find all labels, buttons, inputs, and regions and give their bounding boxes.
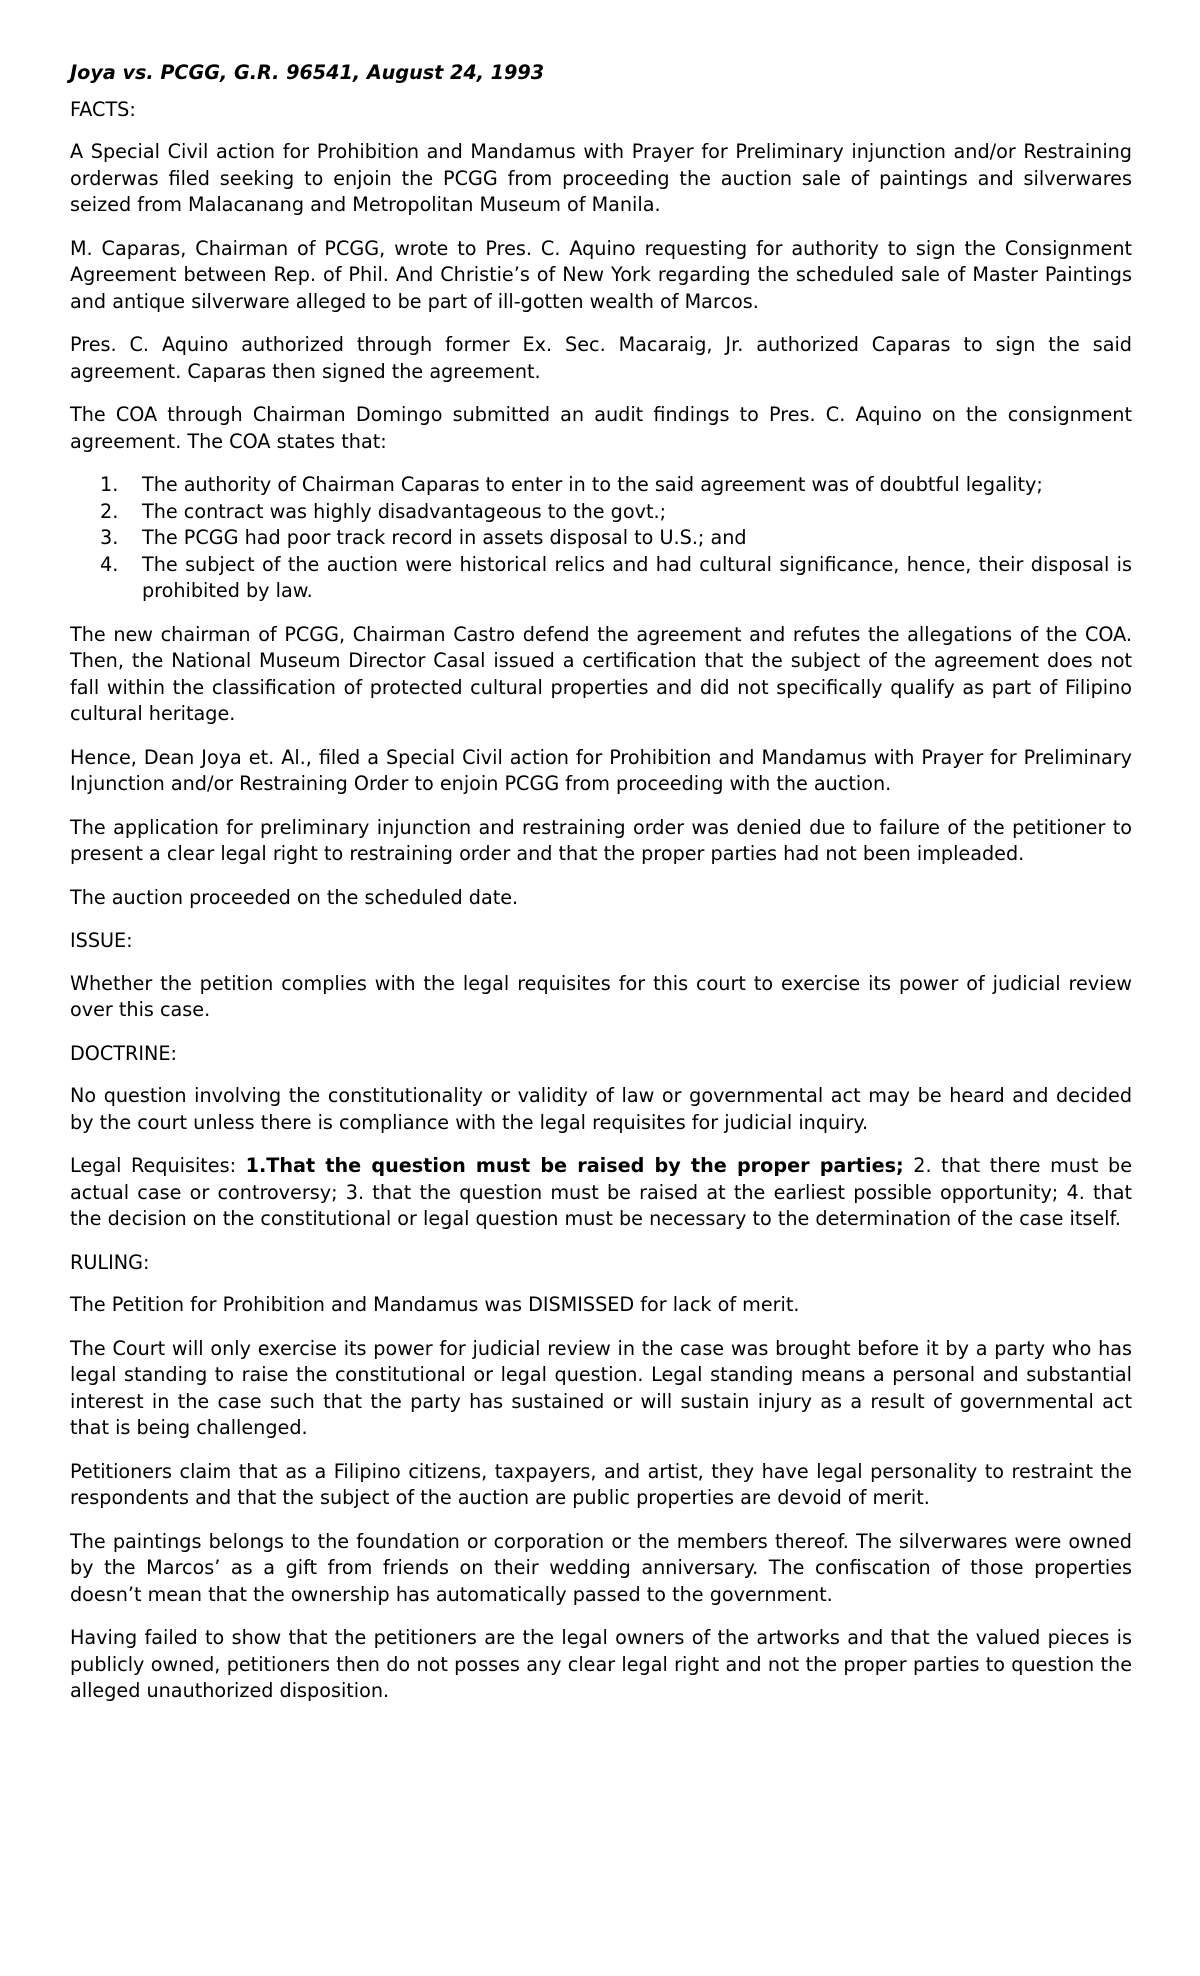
facts-paragraph: A Special Civil action for Prohibition and Mandamus with Prayer for Preliminary injunction and/or Restraining orderwas filed seeking to enjoin the PCGG from proceeding the auction sale of paintings and silverwares seized from Malacanang and Metropolitan Museum of Manila. [70,140,1132,216]
legal-requisites-first: 1.That the question must be raised by the proper parties; [245,1154,904,1177]
list-item-number: 4. [100,552,119,576]
case-title: Joya vs. PCGG, G.R. 96541, August 24, 1993 [70,61,545,84]
legal-requisites-label: Legal Requisites: [70,1154,246,1177]
list-item-text: The subject of the auction were historical relics and had cultural significance, hence, their disposal is prohibited by law. [142,552,1132,602]
list-item-text: The contract was highly disadvantageous to the govt.; [142,499,667,523]
doctrine-heading: DOCTRINE: [70,1041,177,1065]
ruling-paragraph: Having failed to show that the petitioners are the legal owners of the artworks and that the valued pieces is publicly owned, petitioners then do not posses any clear legal right and not the proper parties to question the alleged unauthorized disposition. [70,1626,1132,1702]
facts-paragraph: Hence, Dean Joya et. Al., filed a Special Civil action for Prohibition and Mandamus with Prayer for Preliminary Injunction and/or Restraining Order to enjoin PCGG from proceeding with the auction. [70,745,1132,795]
list-item-number: 2. [100,499,119,523]
issue-heading: ISSUE: [70,929,133,952]
issue-paragraph: Whether the petition complies with the legal requisites for this court to exercise its power of judicial review over this case. [70,971,1132,1021]
ruling-paragraph: The Petition for Prohibition and Mandamus was DISMISSED for lack of merit. [70,1293,800,1316]
doctrine-paragraph: No question involving the constitutionality or validity of law or governmental act may be heard and decided by the court unless there is compliance with the legal requisites for judicial inquiry. [70,1084,1132,1134]
facts-heading: FACTS: [70,97,136,121]
list-item [70,472,1132,499]
list-item-text: The authority of Chairman Caparas to enter in to the said agreement was of doubtful legality; [142,473,1043,496]
ruling-paragraph: The paintings belongs to the foundation or corporation or the members thereof. The silverwares were owned by the Marcos’ as a gift from friends on their wedding anniversary. The confiscation of those properties doesn’t mean that the ownership has automatically passed to the government. [70,1529,1132,1606]
facts-paragraph: The application for preliminary injunction and restraining order was denied due to failure of the petitioner to present a clear legal right to restraining order and that the proper parties had not been impleaded. [70,815,1132,865]
ruling-paragraph: Petitioners claim that as a Filipino citizens, taxpayers, and artist, they have legal personality to restraint the respondents and that the subject of the auction are public properties are devoid of merit. [70,1459,1132,1509]
facts-paragraph: The new chairman of PCGG, Chairman Castro defend the agreement and refutes the allegations of the COA. Then, the National Museum Director Casal issued a certification that the subject of the agreement does not fall within the classification of protected cultural properties and did not specifically qualify as part of Filipino cultural heritage. [70,622,1132,725]
list-item [70,499,1132,526]
legal-requisites-paragraph [70,1153,1132,1233]
list-item-number: 3. [100,526,119,549]
ruling-heading: RULING: [70,1250,150,1274]
list-item [70,552,1132,605]
facts-paragraph: The COA through Chairman Domingo submitted an audit findings to Pres. C. Aquino on the consignment agreement. The COA states that: [70,403,1132,453]
facts-paragraph: Pres. C. Aquino authorized through former Ex. Sec. Macaraig, Jr. authorized Caparas to sign the said agreement. Caparas then signed the agreement. [70,333,1132,383]
list-item-number: 1. [100,473,119,496]
list-item-text: The PCGG had poor track record in assets disposal to U.S.; and [142,526,747,549]
document-page [70,60,1132,1722]
legal-requisites-rest: 2. that there must be actual case or controversy; 3. that the question must be raised at the earliest possible opportunity; 4. that the decision on the constitutional or legal question must be necessary to the determination of the case itself. [70,1154,1133,1230]
facts-paragraph: M. Caparas, Chairman of PCGG, wrote to Pres. C. Aquino requesting for authority to sign the Consignment Agreement between Rep. of Phil. And Christie’s of New York regarding the scheduled sale of Master Paintings and antique silverware alleged to be part of ill-gotten wealth of Marcos. [70,236,1132,313]
list-item [70,525,1132,552]
coa-findings-list [70,472,1132,605]
facts-paragraph: The auction proceeded on the scheduled date. [70,885,519,909]
ruling-paragraph: The Court will only exercise its power for judicial review in the case was brought before it by a party who has legal standing to raise the constitutional or legal question. Legal standing means a personal and substantial interest in the case such that the party has sustained or will sustain injury as a result of governmental act that is being challenged. [70,1336,1132,1439]
